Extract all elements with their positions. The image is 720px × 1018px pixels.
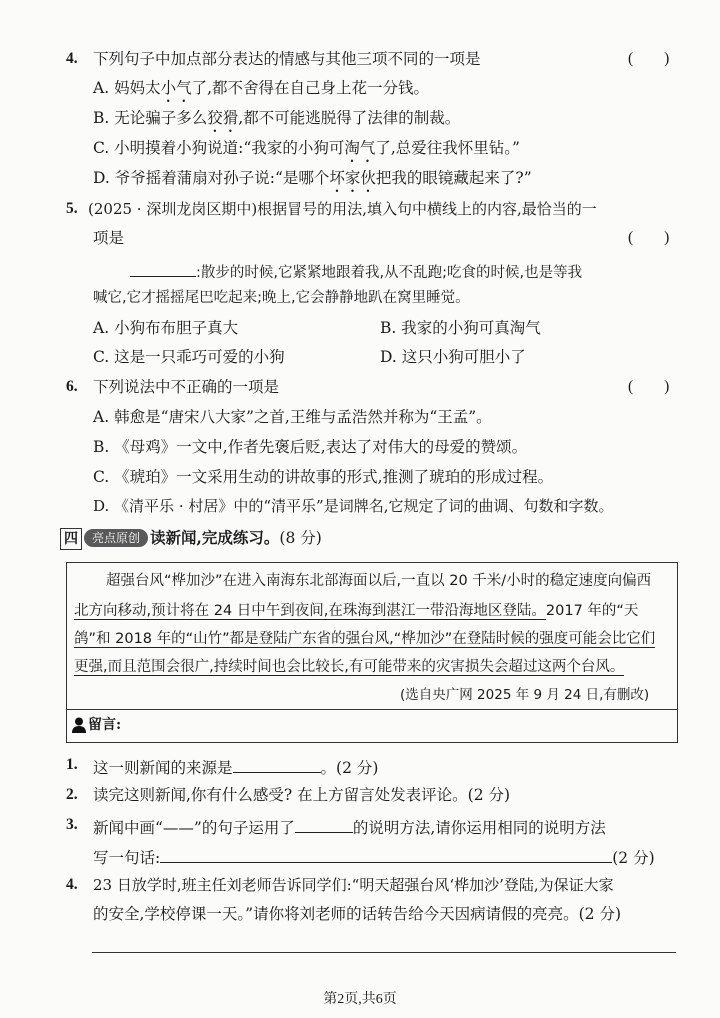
option-text: 小狗布布胆子真大 xyxy=(114,319,239,337)
option-text-post: 把我的眼镜藏起来了?” xyxy=(375,169,532,187)
q5-fill-blank[interactable] xyxy=(130,258,196,277)
option-label: B. xyxy=(93,109,110,127)
option-label: B. xyxy=(380,319,397,337)
q5-option-a[interactable] xyxy=(93,317,238,339)
q6-option-d[interactable] xyxy=(93,495,613,517)
highlight-original-tag: 亮点原创 xyxy=(84,529,148,547)
page-footer: 第2页,共6页 xyxy=(323,992,397,1007)
news-line4 xyxy=(74,656,624,678)
dotted-phrase: 淘气 xyxy=(344,139,376,157)
section-title-text: 读新闻,完成练习。 xyxy=(150,528,280,547)
option-text-post: ,都不可能逃脱得了法律的制裁。 xyxy=(238,109,461,127)
sub4-number: 4. xyxy=(66,876,78,893)
q5-number: 5. xyxy=(66,200,78,217)
message-label: 留言: xyxy=(88,717,122,733)
section-title xyxy=(150,527,322,549)
q4-number: 4. xyxy=(66,50,78,67)
sub3-prompt: 新闻中画“——”的句子运用了 xyxy=(93,819,295,837)
q5-option-b[interactable] xyxy=(380,317,541,339)
sub3-number: 3. xyxy=(66,816,78,833)
sub1-text xyxy=(93,754,378,779)
sub3-write-label: 写一句话: xyxy=(93,849,161,867)
sub3-sentence-blank[interactable] xyxy=(160,844,612,863)
option-label: A. xyxy=(93,79,110,97)
sub4-line2: 的安全,学校停课一天。”请你将刘老师的话转告给今天因病请假的亮亮。(2 分) xyxy=(93,905,621,923)
underlined-sentence: 更强,而且范围会很广,持续时间也会比较长,有可能带来的灾害损失会超过这两个台风。 xyxy=(74,659,625,675)
sub4-line1: 23 日放学时,班主任刘老师告诉同学们:“明天超强台风‘桦加沙’登陆,为保证大家 xyxy=(93,876,614,894)
option-text: 我家的小狗可真淘气 xyxy=(401,319,541,337)
option-text-post: 了,都不舍得在自己身上花一分钱。 xyxy=(191,79,430,97)
option-text-pre: 爷爷摇着蒲扇对孙子说:“是哪个 xyxy=(114,169,330,187)
sub1-answer-blank[interactable] xyxy=(233,754,321,773)
option-label: C. xyxy=(93,348,110,366)
q6-option-a[interactable] xyxy=(93,406,492,428)
section-score: (8 分) xyxy=(279,529,322,547)
sub1-score: 。(2 分) xyxy=(320,759,379,777)
q4-stem: 下列句子中加点部分表达的情感与其他三项不同的一项是 xyxy=(93,50,481,68)
news-source: (选自央广网 2025 年 9 月 24 日,有删改) xyxy=(400,687,650,703)
q4-answer-paren[interactable]: ( ) xyxy=(628,50,670,67)
q6-answer-paren[interactable]: ( ) xyxy=(628,378,670,395)
q4-option-c[interactable] xyxy=(93,137,520,166)
dotted-phrase: 坏家伙 xyxy=(329,169,376,187)
underlined-sentence: 鸽”和 2018 年的“山竹”都是登陆广东省的强台风,“桦加沙”在登陆时候的强度可能会比它们 xyxy=(74,631,656,647)
option-text-pre: 无论骗子多么 xyxy=(114,109,208,127)
q5-passage-line2: 喊它,它才摇摇尾巴吃起来;晚上,它会静静地趴在窝里睡觉。 xyxy=(93,290,470,306)
q6-option-c[interactable] xyxy=(93,466,553,488)
sub2-number: 2. xyxy=(66,786,78,803)
option-text: 《母鸡》一文中,作者先褒后贬,表达了对伟大的母爱的赞颂。 xyxy=(114,438,528,456)
option-label: D. xyxy=(93,169,110,187)
news-text: 2017 年的“天 xyxy=(545,603,639,619)
q4-option-b[interactable] xyxy=(93,107,460,136)
q5-passage-line1 xyxy=(130,258,582,284)
q4-option-d[interactable] xyxy=(93,167,532,196)
option-label: B. xyxy=(93,438,110,456)
option-label: C. xyxy=(93,468,110,486)
q5-option-d[interactable] xyxy=(380,346,526,368)
option-text-pre: 妈妈太 xyxy=(114,79,161,97)
option-text-pre: 小明摸着小狗说道:“我家的小狗可 xyxy=(114,139,345,157)
sub1-number: 1. xyxy=(66,756,78,773)
sub1-prompt: 这一则新闻的来源是 xyxy=(93,759,233,777)
underlined-sentence: 北方向移动,预计将在 24 日中午到夜间,在珠海到湛江一带沿海地区登陆。 xyxy=(74,603,546,619)
news-line3 xyxy=(74,628,655,650)
q6-option-b[interactable] xyxy=(93,436,527,458)
option-label: D. xyxy=(93,497,110,515)
q5-stem-line2: 项是 xyxy=(93,229,125,247)
q6-number: 6. xyxy=(66,378,78,395)
sub3-prompt-cont: 的说明方法,请你运用相同的说明方法 xyxy=(352,819,606,837)
q5-answer-paren[interactable]: ( ) xyxy=(628,229,670,246)
sub4-answer-line[interactable] xyxy=(92,952,676,953)
news-line2 xyxy=(74,600,638,622)
person-icon xyxy=(72,717,86,733)
dotted-phrase: 狡猾 xyxy=(207,109,239,127)
sub3-line1 xyxy=(93,814,606,839)
sub3-line2 xyxy=(93,844,655,869)
q5-option-c[interactable] xyxy=(93,346,285,368)
option-text: 《清平乐 · 村居》中的“清平乐”是词牌名,它规定了词的曲调、句数和字数。 xyxy=(114,497,614,515)
option-text: 这只小狗可胆小了 xyxy=(401,348,526,366)
news-line1: 超强台风“桦加沙”在进入南海东北部海面以后,一直以 20 千米/小时的稳定速度向偏西 xyxy=(106,573,652,589)
sub3-score: (2 分) xyxy=(612,849,655,867)
option-text: 韩愈是“唐宋八大家”之首,王维与孟浩然并称为“王孟”。 xyxy=(114,408,492,426)
dotted-phrase: 小气 xyxy=(160,79,192,97)
option-label: C. xyxy=(93,139,110,157)
option-label: A. xyxy=(93,319,110,337)
option-label: D. xyxy=(380,348,397,366)
q6-stem: 下列说法中不正确的一项是 xyxy=(93,378,280,396)
option-text: 《琥珀》一文采用生动的讲故事的形式,推测了琥珀的形成过程。 xyxy=(114,468,554,486)
q4-option-a[interactable] xyxy=(93,77,429,106)
option-text: 这是一只乖巧可爱的小狗 xyxy=(114,348,285,366)
option-text-post: 了,总爱往我怀里钻。” xyxy=(375,139,520,157)
section-number-badge: 四 xyxy=(60,528,82,550)
message-box[interactable] xyxy=(66,708,678,743)
sub3-method-blank[interactable] xyxy=(295,814,353,833)
q5-stem-line1: (2025 · 深圳龙岗区期中)根据冒号的用法,填入句中横线上的内容,最恰当的一 xyxy=(88,200,597,218)
passage-text: :散步的时候,它紧紧地跟着我,从不乱跑;吃食的时候,也是等我 xyxy=(196,265,583,281)
sub2-text: 读完这则新闻,你有什么感受? 在上方留言处发表评论。(2 分) xyxy=(93,786,511,804)
option-label: A. xyxy=(93,408,110,426)
